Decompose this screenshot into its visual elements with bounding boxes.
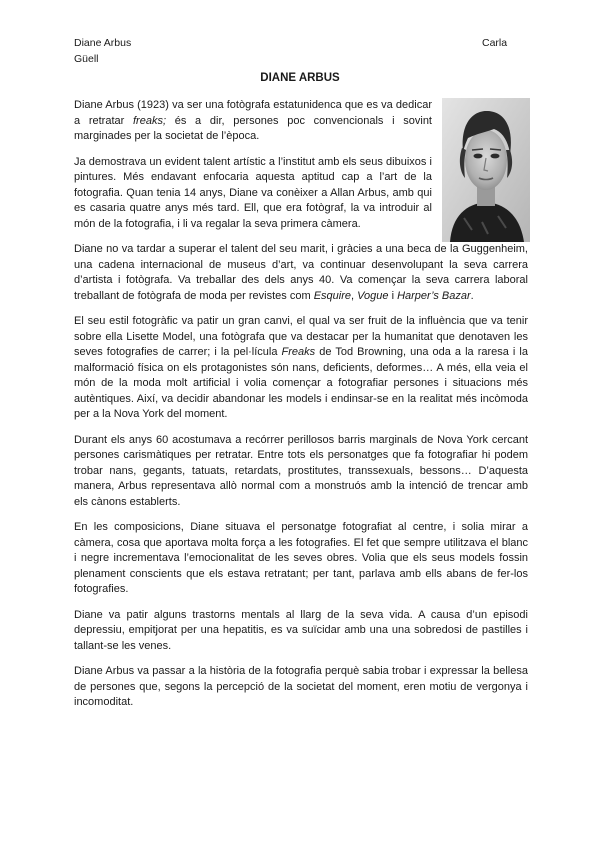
header-author-left: Diane Arbus	[74, 37, 132, 49]
paragraph-1-text-a: Diane Arbus (1923) va ser una fotògrafa estatunidenca que es va dedicar a retratar	[74, 99, 432, 127]
paragraph-8: Diane Arbus va passar a la història de la fotografia perquè sabia trobar i expressar la bellesa de persones que, segons la percepció de la societat del moment, eren motiu de vergonya i incomoditat.	[74, 665, 528, 708]
document-title: DIANE ARBUS	[260, 72, 340, 84]
paragraph-4	[74, 314, 528, 423]
magazine-esquire: Esquire	[313, 289, 351, 302]
paragraph-5: Durant els anys 60 acostumava a recórrer perillosos barris marginals de Nova York cercant persones carismàtiques per retratar. Entre tots els personatges que fa fotografiar hi podem trobar nans, gegants, tatuats, retardats, prostitutes, transsexuals, bessons… D’aquesta manera, Arbus representava allò normal com a monstruós amb la intenció de trencar amb els cànons establerts.	[74, 433, 528, 508]
paragraph-3-separator-2: i	[388, 289, 398, 302]
paragraph-4-text-b: de Tod Browning, una oda a la raresa i la malformació física on els protagonistes són nans, deficients, deformes… A més, ella veia el món de la moda molt artificial i volia començar a fotografiar persones i situacions més autèntiques. Així, va decidir abandonar les models i endinsar-se en la realitat més incòmoda per a la Nova York del moment.	[74, 346, 528, 420]
paragraph-1	[74, 98, 432, 145]
paragraph-1-emphasis: freaks;	[133, 114, 167, 127]
paragraph-3-separator-1: ,	[350, 289, 358, 302]
paragraph-2: Ja demostrava un evident talent artístic a l’institut amb els seus dibuixos i pintures. Més endavant enfocaria aquesta aptitud cap a l’art de la fotografia. Quan tenia 14 anys, Diane va conèixer a Allan Arbus, amb qui es casaria quatre anys més tard. Ell, que era fotògraf, la va introduir al món de la fotografia, i li va regalar la seva primera càmera.	[74, 155, 432, 230]
header-author-right-line1: Carla	[482, 37, 508, 49]
film-freaks: Freaks	[281, 346, 316, 358]
magazine-vogue: Vogue	[357, 289, 389, 302]
paragraph-6: En les composicions, Diane situava el personatge fotografiat al centre, i solia mirar a càmera, cosa que aportava molta força a les fotografies. El fet que sempre utilitzava el blanc i negre incrementava l’emocionalitat de les seves obres. Volia que els seus models fossin plenament conscients que els estava retratant; per tant, parlava amb ells abans de fer-los fotografies.	[74, 521, 528, 595]
magazine-harpers-bazar: Harper’s Bazar	[397, 289, 471, 302]
paragraph-4-text-a: El seu estil fotogràfic va patir un gran canvi, el qual va ser fruit de la influència que va tenir sobre ella Lisette Model, una fotògrafa que va destacar per la humanitat que denotaven les seves fotografies de carrer; i la pel·lícula	[74, 315, 528, 358]
header-author-right-line2: Güell	[74, 53, 99, 65]
paragraph-3-end: .	[470, 289, 474, 302]
paragraph-1-text-b: és a dir, persones poc convencionals i sovint marginades per la societat de l’època.	[74, 114, 432, 142]
article-body	[74, 98, 528, 721]
paragraph-3	[74, 242, 528, 304]
paragraph-3-text-a: Diane no va tardar a superar el talent del seu marit, i gràcies a una beca de la Guggenheim, una cadena internacional de museus d’art, va continuar desenvolupant la seva carrera d’artista i fotògrafa. Va treballar des dels anys 40. Va començar la seva carrera laboral treballant de fotògrafa de moda per revistes com	[74, 243, 528, 302]
paragraph-7: Diane va patir alguns trastorns mentals al llarg de la seva vida. A causa d’un episodi depressiu, empitjorat per una hepatitis, es va suïcidar amb una una sobredosi de pastilles i tallant-se les venes.	[74, 608, 528, 652]
